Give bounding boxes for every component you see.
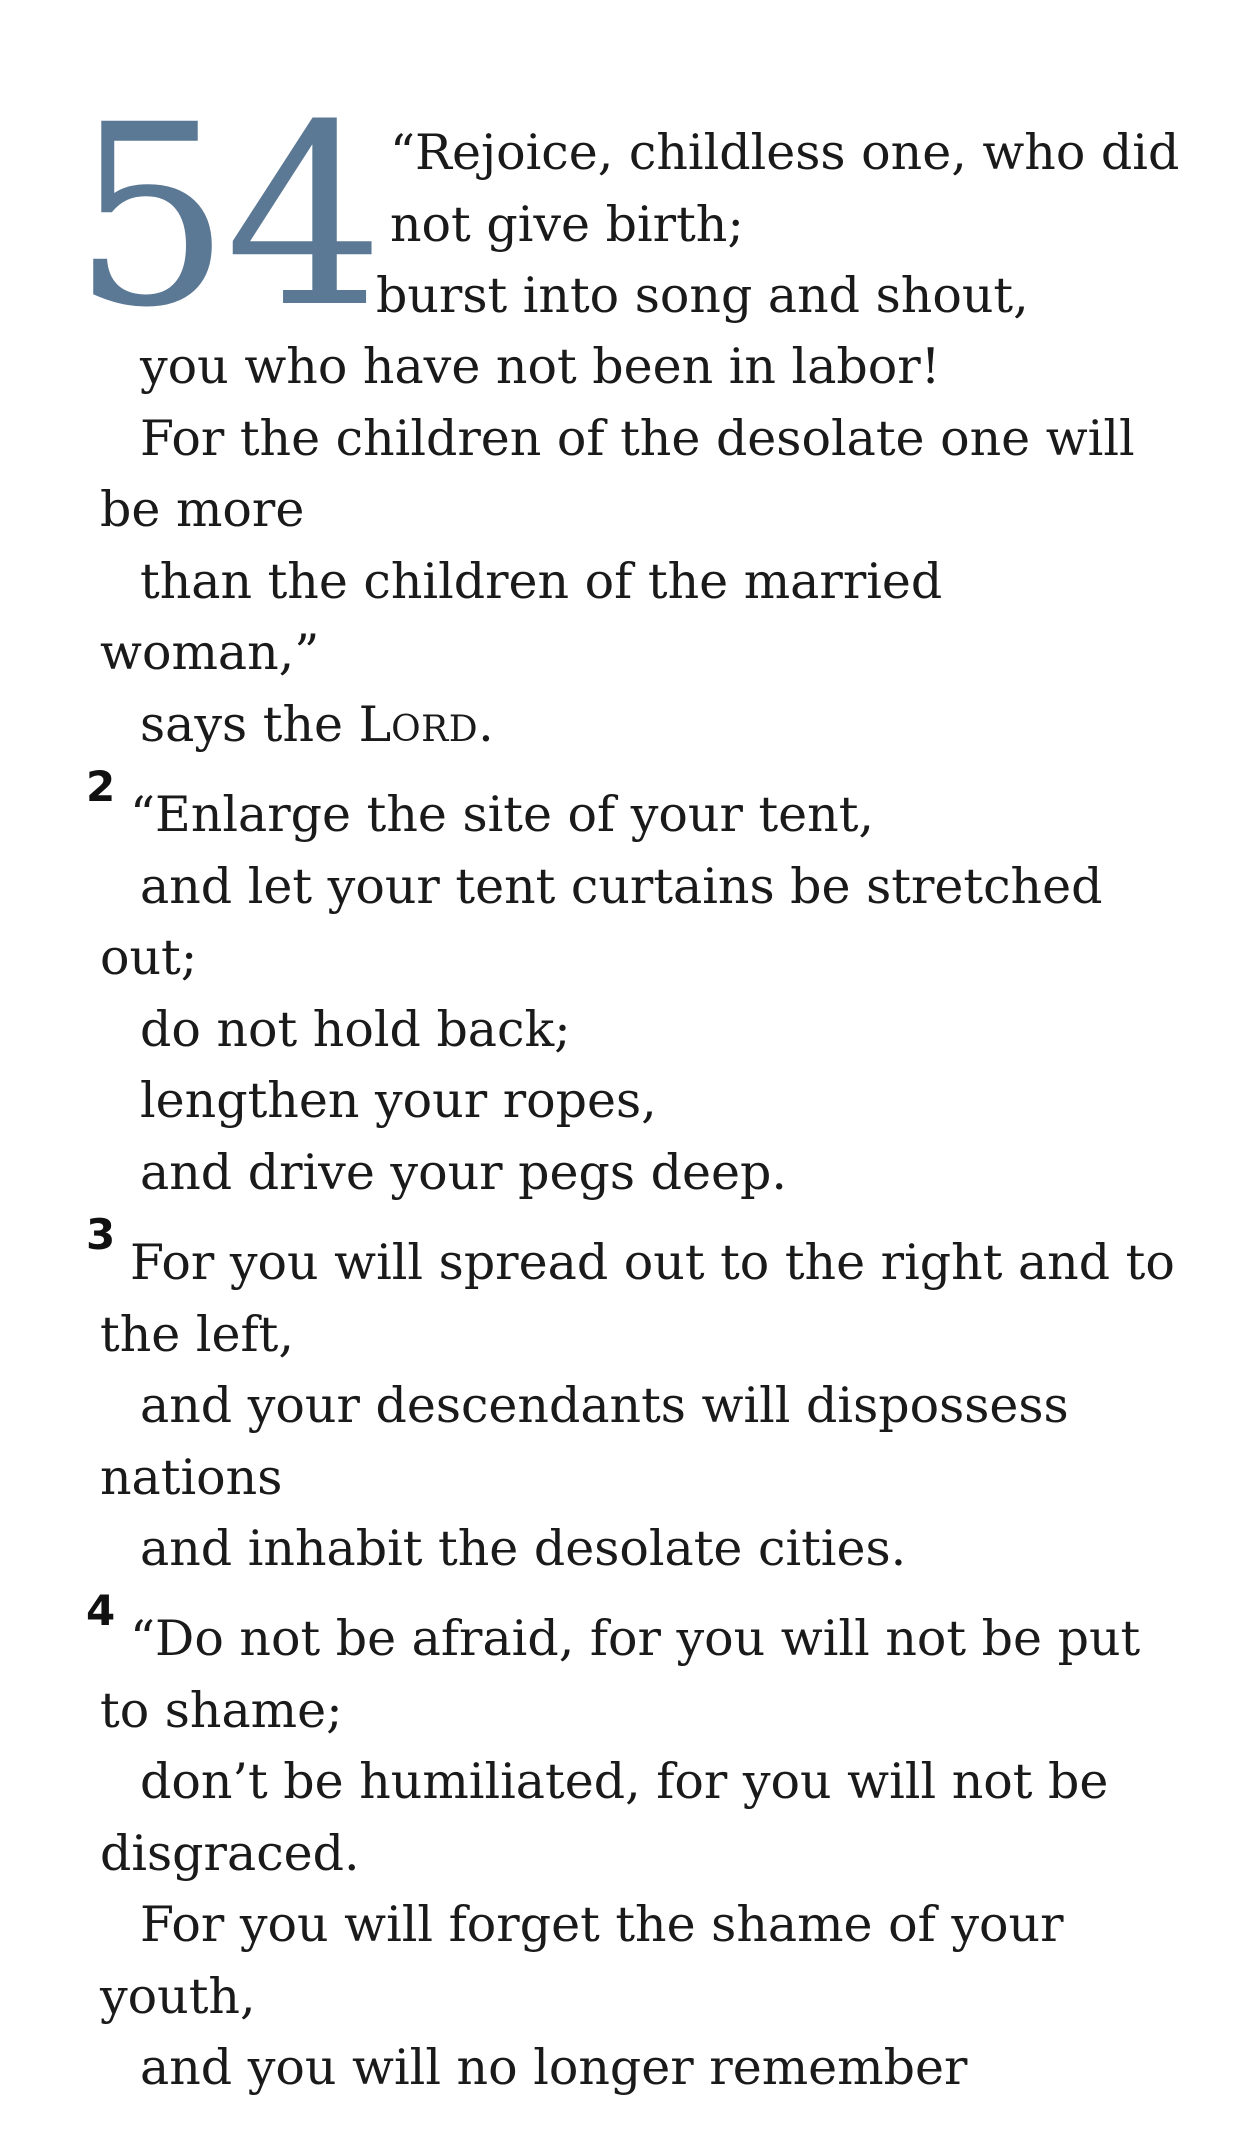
verse-line: than the children of the married [140, 553, 943, 610]
verse-line: nations [100, 1449, 283, 1506]
verse-line: do not hold back; [140, 1001, 571, 1058]
verse-line: woman,” [100, 624, 320, 681]
verse-line: “Enlarge the site of your tent, [130, 786, 874, 843]
verse-line-says-the-lord [140, 696, 494, 753]
verse-line: and drive your pegs deep. [140, 1144, 787, 1201]
verse-line: “Do not be afraid, for you will not be put [130, 1610, 1141, 1667]
says-suffix: . [478, 696, 494, 753]
verse-line: and let your tent curtains be stretched [140, 858, 1103, 915]
verse-line: “Rejoice, childless one, who did [390, 124, 1180, 181]
verse-line: For you will spread out to the right and to [130, 1234, 1175, 1291]
verse-line: and inhabit the desolate cities. [140, 1520, 907, 1577]
verse-number: 2 [86, 762, 116, 811]
says-prefix: says the [140, 696, 359, 753]
verse-number: 4 [86, 1586, 116, 1635]
verse-line: you who have not been in labor! [140, 338, 941, 395]
verse-line: the left, [100, 1306, 294, 1363]
verse-number: 3 [86, 1210, 116, 1259]
verse-line: and you will no longer remember [140, 2039, 968, 2096]
lord-initial: L [358, 696, 392, 753]
verse-line: For the children of the desolate one will [140, 410, 1135, 467]
verse-line: to shame; [100, 1682, 343, 1739]
verse-line: out; [100, 929, 198, 986]
verse-line: be more [100, 481, 305, 538]
verse-line: not give birth; [390, 196, 744, 253]
chapter-number: 54 [72, 71, 379, 362]
verse-line: don’t be humiliated, for you will not be [140, 1753, 1109, 1810]
lord-small-caps: ORD [391, 709, 479, 750]
verse-line: lengthen your ropes, [140, 1072, 657, 1129]
verse-line: disgraced. [100, 1825, 360, 1882]
verse-line: For you will forget the shame of your [140, 1896, 1064, 1953]
verse-line: and your descendants will dispossess [140, 1377, 1069, 1434]
verse-line: youth, [100, 1968, 256, 2025]
verse-line: burst into song and shout, [376, 267, 1029, 324]
